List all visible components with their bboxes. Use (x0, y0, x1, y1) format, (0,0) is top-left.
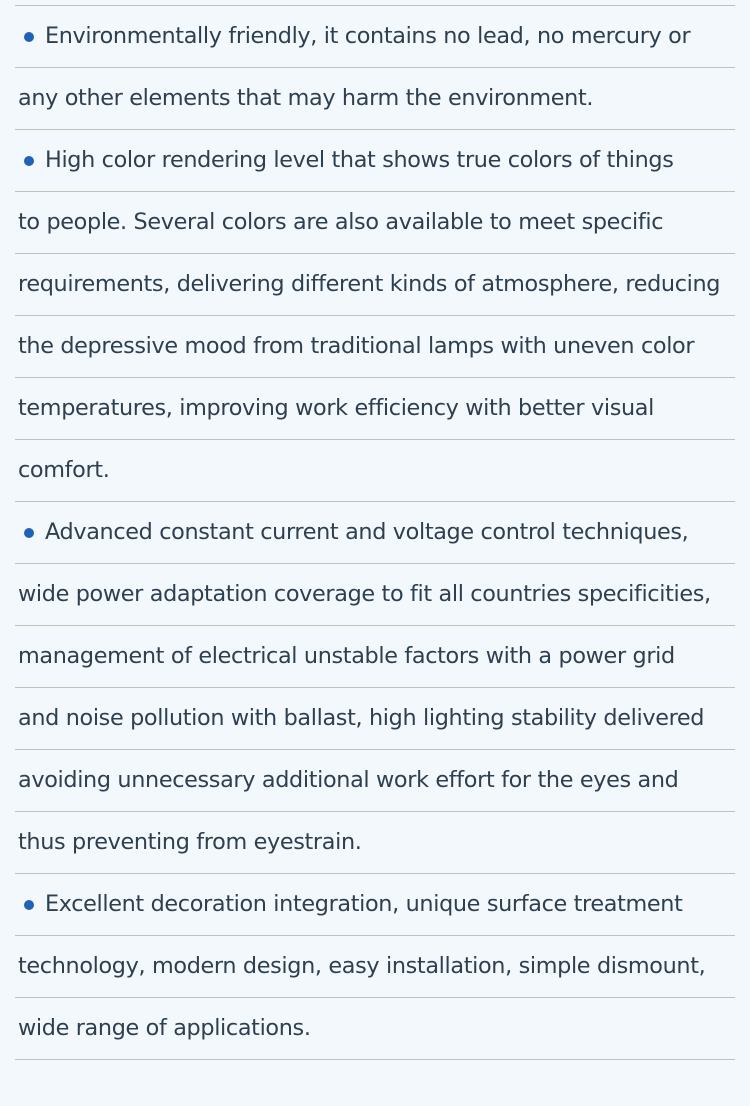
line-text: management of electrical unstable factors with a power grid (18, 643, 675, 669)
line-text: wide range of applications. (18, 1015, 311, 1041)
line-text: to people. Several colors are also available to meet specific (18, 209, 664, 235)
text-line (15, 998, 735, 1060)
line-text: Advanced constant current and voltage control techniques, (45, 519, 689, 545)
line-text: the depressive mood from traditional lamps with uneven color (18, 333, 695, 359)
text-line (15, 192, 735, 254)
bullet-line (15, 130, 735, 192)
bullet-dot-icon (24, 528, 34, 538)
line-text: temperatures, improving work efficiency with better visual (18, 395, 654, 421)
line-text: avoiding unnecessary additional work effort for the eyes and (18, 767, 679, 793)
line-text: comfort. (18, 457, 110, 483)
feature-lines (15, 6, 735, 1060)
line-text: wide power adaptation coverage to fit all countries specificities, (18, 581, 711, 607)
text-line (15, 750, 735, 812)
text-line (15, 316, 735, 378)
bullet-line (15, 6, 735, 68)
text-line (15, 564, 735, 626)
line-text: any other elements that may harm the environment. (18, 85, 594, 111)
line-text: High color rendering level that shows true colors of things (45, 147, 674, 173)
text-line (15, 378, 735, 440)
text-line (15, 688, 735, 750)
text-line (15, 812, 735, 874)
text-line (15, 68, 735, 130)
text-line (15, 254, 735, 316)
line-text: and noise pollution with ballast, high lighting stability delivered (18, 705, 705, 731)
line-text: requirements, delivering different kinds of atmosphere, reducing (18, 271, 721, 297)
text-line (15, 626, 735, 688)
line-text: technology, modern design, easy installation, simple dismount, (18, 953, 706, 979)
text-line (15, 440, 735, 502)
bullet-dot-icon (24, 156, 34, 166)
line-text: thus preventing from eyestrain. (18, 829, 362, 855)
bullet-line (15, 874, 735, 936)
bullet-line (15, 502, 735, 564)
line-text: Excellent decoration integration, unique surface treatment (45, 891, 683, 917)
bullet-dot-icon (24, 900, 34, 910)
bullet-dot-icon (24, 32, 34, 42)
line-text: Environmentally friendly, it contains no lead, no mercury or (45, 23, 691, 49)
text-line (15, 936, 735, 998)
